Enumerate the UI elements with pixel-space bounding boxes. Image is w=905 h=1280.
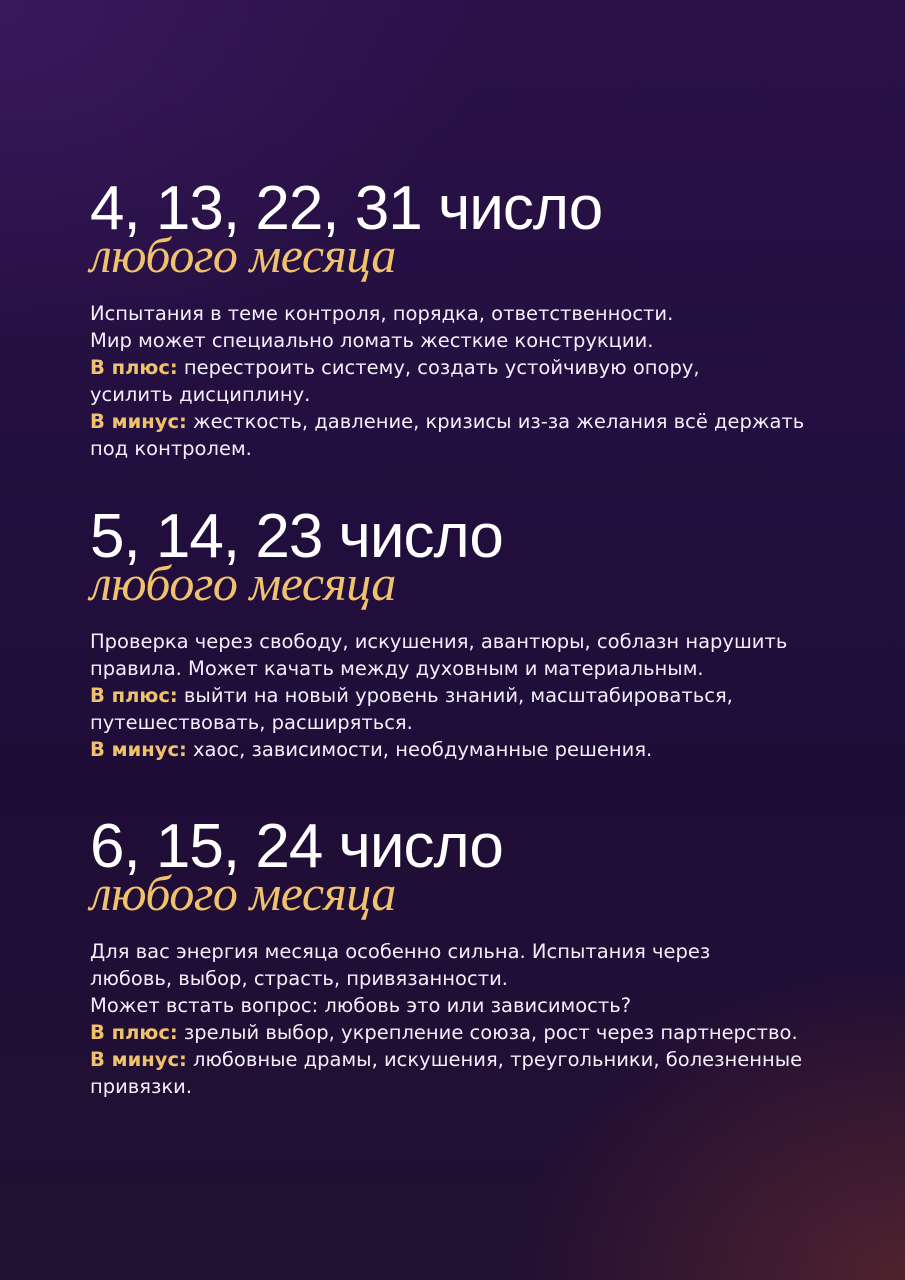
heading-subtitle: любого месяца: [90, 555, 396, 611]
heading-numbers: 4, 13, 22, 31 число: [90, 174, 603, 243]
plus-paragraph: [90, 354, 830, 381]
section-heading: [90, 812, 830, 926]
section-body: [90, 938, 830, 1100]
section-5-14-23: [90, 502, 830, 763]
intro-line: Может встать вопрос: любовь это или зависимость?: [90, 994, 632, 1017]
plus-label: В плюс:: [90, 1021, 178, 1044]
plus-paragraph: [90, 682, 830, 709]
plus-paragraph: [90, 1019, 830, 1046]
heading-subtitle: любого месяца: [90, 865, 396, 921]
minus-label: В минус:: [90, 410, 187, 433]
minus-paragraph: [90, 1046, 830, 1073]
section-6-15-24: [90, 812, 830, 1100]
plus-text: перестроить систему, создать устойчивую опору,: [177, 356, 700, 379]
intro-line: Проверка через свободу, искушения, авантюры, соблазн нарушить: [90, 630, 788, 653]
heading-numbers: 5, 14, 23 число: [90, 502, 503, 571]
intro-line: Для вас энергия месяца особенно сильна. Испытания через: [90, 940, 711, 963]
plus-text: зрелый выбор, укрепление союза, рост через партнерство.: [177, 1021, 798, 1044]
intro-line: правила. Может качать между духовным и материальным.: [90, 657, 704, 680]
section-heading: [90, 502, 830, 616]
plus-label: В плюс:: [90, 356, 178, 379]
plus-text: выйти на новый уровень знаний, масштабироваться,: [177, 684, 733, 707]
minus-label: В минус:: [90, 1048, 187, 1071]
minus-paragraph: [90, 408, 830, 435]
minus-paragraph: [90, 736, 830, 763]
heading-subtitle: любого месяца: [90, 227, 396, 283]
minus-text: хаос, зависимости, необдуманные решения.: [186, 738, 653, 761]
plus-text-continued: путешествовать, расширяться.: [90, 711, 413, 734]
minus-text: любовные драмы, искушения, треугольники, болезненные: [186, 1048, 803, 1071]
section-body: [90, 628, 830, 763]
intro-line: Мир может специально ломать жесткие конструкции.: [90, 329, 654, 352]
intro-line: Испытания в теме контроля, порядка, ответственности.: [90, 302, 674, 325]
section-heading: [90, 174, 830, 288]
plus-text-continued: усилить дисциплину.: [90, 383, 311, 406]
heading-numbers: 6, 15, 24 число: [90, 812, 503, 881]
minus-text-continued: под контролем.: [90, 437, 252, 460]
intro-line: любовь, выбор, страсть, привязанности.: [90, 967, 508, 990]
plus-label: В плюс:: [90, 684, 178, 707]
minus-label: В минус:: [90, 738, 187, 761]
section-4-13-22-31: [90, 174, 830, 462]
minus-text-continued: привязки.: [90, 1075, 193, 1098]
section-body: [90, 300, 830, 462]
minus-text: жесткость, давление, кризисы из-за желания всё держать: [186, 410, 805, 433]
